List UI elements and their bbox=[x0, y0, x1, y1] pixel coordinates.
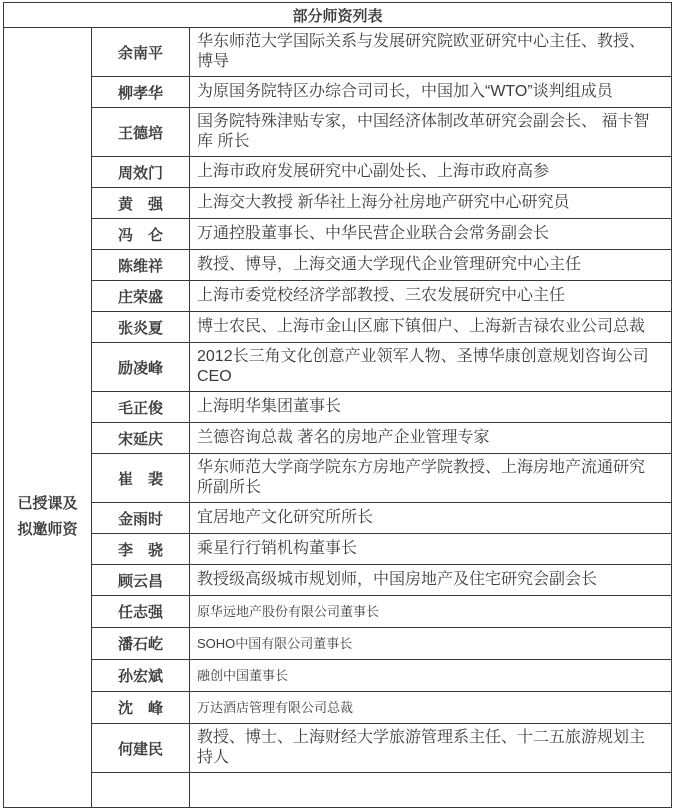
teacher-desc: 上海市政府发展研究中心副处长、上海市政府高参 bbox=[190, 157, 672, 188]
teacher-name: 励凌峰 bbox=[92, 343, 190, 392]
table-row bbox=[4, 28, 672, 77]
teacher-name: 潘石屹 bbox=[92, 628, 190, 660]
teacher-desc: 上海明华集团董事长 bbox=[190, 392, 672, 423]
table-row bbox=[4, 454, 672, 503]
table-row bbox=[4, 692, 672, 724]
teacher-name: 任志强 bbox=[92, 596, 190, 628]
teacher-desc: 2012长三角文化创意产业领军人物、圣博华康创意规划咨询公司CEO bbox=[190, 343, 672, 392]
table-row bbox=[4, 565, 672, 596]
teacher-name bbox=[92, 773, 190, 808]
teacher-name: 宋延庆 bbox=[92, 423, 190, 454]
teacher-name: 冯 仑 bbox=[92, 219, 190, 250]
teacher-desc: 宜居地产文化研究所所长 bbox=[190, 503, 672, 534]
left-header-line2: 拟邀师资 bbox=[17, 521, 78, 538]
table-row bbox=[4, 343, 672, 392]
table-row bbox=[4, 660, 672, 692]
teacher-desc: 原华远地产股份有限公司董事长 bbox=[190, 596, 672, 628]
teacher-desc: 教授、博导，上海交通大学现代企业管理研究中心主任 bbox=[190, 250, 672, 281]
teacher-name: 余南平 bbox=[92, 28, 190, 77]
teacher-name: 柳孝华 bbox=[92, 77, 190, 108]
table-row bbox=[4, 108, 672, 157]
teacher-desc: 万通控股董事长、中华民营企业联合会常务副会长 bbox=[190, 219, 672, 250]
teacher-name: 张炎夏 bbox=[92, 312, 190, 343]
teacher-desc: 融创中国董事长 bbox=[190, 660, 672, 692]
teacher-desc: 博士农民、上海市金山区廊下镇佃户、上海新吉禄农业公司总裁 bbox=[190, 312, 672, 343]
teacher-desc: SOHO中国有限公司董事长 bbox=[190, 628, 672, 660]
teacher-name: 李 骁 bbox=[92, 534, 190, 565]
teacher-desc: 教授级高级城市规划师，中国房地产及住宅研究会副会长 bbox=[190, 565, 672, 596]
table-row bbox=[4, 503, 672, 534]
teacher-desc: 华东师范大学国际关系与发展研究院欧亚研究中心主任、教授、博导 bbox=[190, 28, 672, 77]
teacher-name: 金雨时 bbox=[92, 503, 190, 534]
teacher-name: 何建民 bbox=[92, 724, 190, 773]
teacher-name: 黄 强 bbox=[92, 188, 190, 219]
table-row bbox=[4, 281, 672, 312]
teacher-name: 陈维祥 bbox=[92, 250, 190, 281]
teacher-desc: 华东师范大学商学院东方房地产学院教授、上海房地产流通研究所副所长 bbox=[190, 454, 672, 503]
table-row bbox=[4, 423, 672, 454]
teacher-desc: 乘星行行销机构董事长 bbox=[190, 534, 672, 565]
left-header-label bbox=[5, 491, 90, 543]
teacher-name: 孙宏斌 bbox=[92, 660, 190, 692]
table-row bbox=[4, 157, 672, 188]
table-row bbox=[4, 219, 672, 250]
teacher-desc bbox=[190, 773, 672, 808]
faculty-table-body bbox=[4, 3, 672, 808]
teacher-name: 王德培 bbox=[92, 108, 190, 157]
teacher-name: 庄荣盛 bbox=[92, 281, 190, 312]
table-row bbox=[4, 534, 672, 565]
teacher-name: 周效门 bbox=[92, 157, 190, 188]
table-row bbox=[4, 773, 672, 808]
left-header-cell bbox=[4, 28, 92, 808]
left-header-line1: 已授课及 bbox=[17, 495, 78, 512]
teacher-desc: 万达酒店管理有限公司总裁 bbox=[190, 692, 672, 724]
teacher-name: 顾云昌 bbox=[92, 565, 190, 596]
table-row bbox=[4, 392, 672, 423]
teacher-desc: 教授、博士、上海财经大学旅游管理系主任、十二五旅游规划主持人 bbox=[190, 724, 672, 773]
table-title: 部分师资列表 bbox=[4, 3, 672, 28]
teacher-name: 沈 峰 bbox=[92, 692, 190, 724]
teacher-desc: 国务院特殊津贴专家，中国经济体制改革研究会副会长、 福卡智库 所长 bbox=[190, 108, 672, 157]
teacher-name: 崔 裴 bbox=[92, 454, 190, 503]
teacher-desc: 上海交大教授 新华社上海分社房地产研究中心研究员 bbox=[190, 188, 672, 219]
teacher-name: 毛正俊 bbox=[92, 392, 190, 423]
table-row bbox=[4, 724, 672, 773]
teacher-desc: 为原国务院特区办综合司司长，中国加入“WTO”谈判组成员 bbox=[190, 77, 672, 108]
table-row bbox=[4, 188, 672, 219]
teacher-desc: 上海市委党校经济学部教授、三农发展研究中心主任 bbox=[190, 281, 672, 312]
table-title-row bbox=[4, 3, 672, 28]
teacher-desc: 兰德咨询总裁 著名的房地产企业管理专家 bbox=[190, 423, 672, 454]
table-row bbox=[4, 312, 672, 343]
table-row bbox=[4, 77, 672, 108]
table-row bbox=[4, 250, 672, 281]
faculty-table bbox=[3, 2, 672, 808]
table-row bbox=[4, 628, 672, 660]
table-row bbox=[4, 596, 672, 628]
